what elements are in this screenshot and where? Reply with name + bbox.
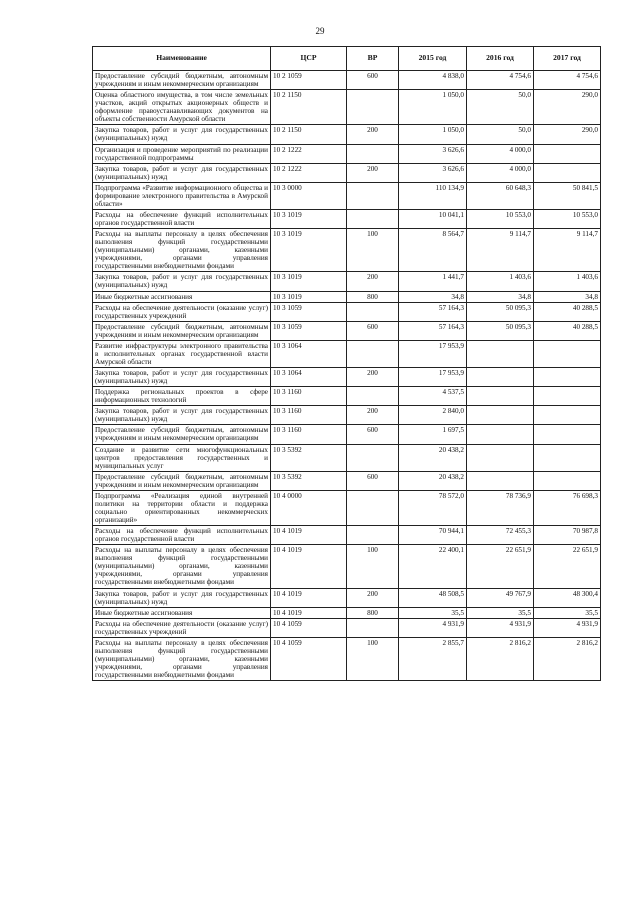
table-row: [93, 387, 601, 406]
row-name: Предоставление субсидий бюджетным, автономным учреждениям и иным некоммерческим организациям: [93, 425, 271, 444]
table-row: [93, 291, 601, 302]
table-row: [93, 209, 601, 228]
row-value-2016: 9 114,7: [467, 229, 534, 272]
row-csr: 10 4 1019: [271, 588, 347, 607]
row-name: Поддержка региональных проектов в сфере информационных технологий: [93, 387, 271, 406]
table-row: [93, 637, 601, 680]
row-value-2017: [534, 144, 601, 163]
table-row: [93, 368, 601, 387]
row-value-2015: 2 855,7: [399, 637, 467, 680]
row-csr: 10 3 1064: [271, 340, 347, 367]
row-vr: 200: [347, 163, 399, 182]
row-value-2016: [467, 387, 534, 406]
row-vr: 800: [347, 607, 399, 618]
row-name: Закупка товаров, работ и услуг для государственных (муниципальных) нужд: [93, 272, 271, 291]
row-csr: 10 2 1150: [271, 125, 347, 144]
row-vr: [347, 490, 399, 525]
row-csr: 10 4 1019: [271, 607, 347, 618]
table-row: [93, 90, 601, 125]
row-value-2015: 17 953,9: [399, 368, 467, 387]
row-csr: 10 3 1019: [271, 229, 347, 272]
table-row: [93, 545, 601, 588]
table-row: [93, 163, 601, 182]
table-row: [93, 144, 601, 163]
table-row: [93, 618, 601, 637]
row-csr: 10 2 1059: [271, 71, 347, 90]
row-name: Создание и развитие сети многофункциональных центров предоставления государственных и муниципальных услуг: [93, 444, 271, 471]
row-vr: 800: [347, 291, 399, 302]
row-value-2015: 57 164,3: [399, 321, 467, 340]
table-row: [93, 182, 601, 209]
row-csr: 10 3 1019: [271, 272, 347, 291]
row-name: Расходы на выплаты персоналу в целях обеспечения выполнения функций государственными (муниципальными) органами, казенными учреждениями, органами управления государственными внебюджетными фондами: [93, 637, 271, 680]
table-row: [93, 526, 601, 545]
row-value-2016: 22 651,9: [467, 545, 534, 588]
row-value-2017: 22 651,9: [534, 545, 601, 588]
row-value-2017: 40 288,5: [534, 302, 601, 321]
row-value-2015: 34,8: [399, 291, 467, 302]
row-name: Подпрограмма «Развитие информационного общества и формирование электронного правительства в Амурской области»: [93, 182, 271, 209]
row-value-2015: 10 041,1: [399, 209, 467, 228]
table-row: [93, 471, 601, 490]
row-value-2015: 1 050,0: [399, 90, 467, 125]
row-value-2016: 49 767,9: [467, 588, 534, 607]
row-value-2016: 50 095,3: [467, 321, 534, 340]
table-row: [93, 406, 601, 425]
row-value-2016: [467, 444, 534, 471]
row-csr: 10 4 0000: [271, 490, 347, 525]
row-name: Расходы на обеспечение деятельности (оказание услуг) государственных учреждений: [93, 302, 271, 321]
row-value-2017: [534, 406, 601, 425]
row-vr: [347, 144, 399, 163]
row-value-2016: [467, 368, 534, 387]
row-value-2017: 2 816,2: [534, 637, 601, 680]
row-csr: 10 4 1059: [271, 618, 347, 637]
row-vr: [347, 444, 399, 471]
row-vr: [347, 209, 399, 228]
row-vr: 200: [347, 272, 399, 291]
row-name: Закупка товаров, работ и услуг для государственных (муниципальных) нужд: [93, 163, 271, 182]
row-name: Расходы на выплаты персоналу в целях обеспечения выполнения функций государственными (муниципальными) органами, казенными учреждениями, органами управления государственными внебюджетными фондами: [93, 545, 271, 588]
row-value-2017: 10 553,0: [534, 209, 601, 228]
row-value-2017: 1 403,6: [534, 272, 601, 291]
row-value-2017: 48 300,4: [534, 588, 601, 607]
row-vr: [347, 340, 399, 367]
row-csr: 10 4 1019: [271, 545, 347, 588]
row-value-2016: [467, 425, 534, 444]
row-name: Закупка товаров, работ и услуг для государственных (муниципальных) нужд: [93, 406, 271, 425]
row-value-2017: [534, 340, 601, 367]
row-value-2017: 50 841,5: [534, 182, 601, 209]
row-value-2015: 22 400,1: [399, 545, 467, 588]
row-value-2015: 3 626,6: [399, 163, 467, 182]
row-csr: 10 3 1019: [271, 209, 347, 228]
row-value-2016: 10 553,0: [467, 209, 534, 228]
row-vr: 600: [347, 425, 399, 444]
row-value-2016: 4 000,0: [467, 144, 534, 163]
row-name: Закупка товаров, работ и услуг для государственных (муниципальных) нужд: [93, 368, 271, 387]
row-value-2015: 4 838,0: [399, 71, 467, 90]
row-vr: 100: [347, 229, 399, 272]
header-csr: ЦСР: [271, 47, 347, 71]
table-row: [93, 71, 601, 90]
row-value-2017: 9 114,7: [534, 229, 601, 272]
row-value-2015: 57 164,3: [399, 302, 467, 321]
header-vr: ВР: [347, 47, 399, 71]
row-csr: 10 3 1160: [271, 387, 347, 406]
row-value-2015: 20 438,2: [399, 471, 467, 490]
row-value-2017: 34,8: [534, 291, 601, 302]
row-value-2016: 78 736,9: [467, 490, 534, 525]
row-vr: 200: [347, 588, 399, 607]
row-value-2016: [467, 471, 534, 490]
row-vr: [347, 90, 399, 125]
row-value-2017: [534, 425, 601, 444]
row-value-2016: 50,0: [467, 90, 534, 125]
row-csr: 10 3 0000: [271, 182, 347, 209]
row-name: Подпрограмма «Реализация единой внутренней политики на территории области и поддержка социально ориентированных некоммерческих организаций»: [93, 490, 271, 525]
row-csr: 10 3 1059: [271, 302, 347, 321]
row-value-2017: [534, 387, 601, 406]
row-csr: 10 3 1160: [271, 425, 347, 444]
row-value-2016: 2 816,2: [467, 637, 534, 680]
row-value-2017: 76 698,3: [534, 490, 601, 525]
row-name: Расходы на обеспечение деятельности (оказание услуг) государственных учреждений: [93, 618, 271, 637]
table-row: [93, 125, 601, 144]
row-name: Организация и проведение мероприятий по реализации государственной подпрограммы: [93, 144, 271, 163]
row-value-2015: 70 944,1: [399, 526, 467, 545]
row-vr: [347, 387, 399, 406]
row-value-2015: 35,5: [399, 607, 467, 618]
row-value-2015: 4 537,5: [399, 387, 467, 406]
budget-table: [92, 46, 601, 681]
row-csr: 10 2 1150: [271, 90, 347, 125]
row-value-2016: 50,0: [467, 125, 534, 144]
header-2017: 2017 год: [534, 47, 601, 71]
table-row: [93, 272, 601, 291]
row-vr: 600: [347, 321, 399, 340]
row-vr: [347, 618, 399, 637]
row-value-2017: [534, 471, 601, 490]
row-name: Расходы на обеспечение функций исполнительных органов государственной власти: [93, 526, 271, 545]
row-vr: 100: [347, 637, 399, 680]
table-row: [93, 229, 601, 272]
row-csr: 10 3 1019: [271, 291, 347, 302]
header-2016: 2016 год: [467, 47, 534, 71]
row-value-2015: 2 840,0: [399, 406, 467, 425]
row-value-2016: 34,8: [467, 291, 534, 302]
table-row: [93, 321, 601, 340]
row-value-2016: [467, 406, 534, 425]
row-csr: 10 4 1019: [271, 526, 347, 545]
table-header-row: [93, 47, 601, 71]
row-value-2015: 78 572,0: [399, 490, 467, 525]
row-name: Расходы на выплаты персоналу в целях обеспечения выполнения функций государственными (муниципальными) органами, казенными учреждениями, органами управления государственными внебюджетными фондами: [93, 229, 271, 272]
row-name: Оценка областного имущества, в том числе земельных участков, акций открытых акционерных обществ и оформление правоустанавливающих документов на объекты собственности Амурской области: [93, 90, 271, 125]
row-name: Иные бюджетные ассигнования: [93, 291, 271, 302]
row-csr: 10 2 1222: [271, 144, 347, 163]
header-name: Наименование: [93, 47, 271, 71]
table-row: [93, 607, 601, 618]
row-vr: 200: [347, 125, 399, 144]
row-name: Предоставление субсидий бюджетным, автономным учреждениям и иным некоммерческим организациям: [93, 71, 271, 90]
row-csr: 10 3 1160: [271, 406, 347, 425]
row-value-2016: 4 000,0: [467, 163, 534, 182]
row-csr: 10 3 5392: [271, 471, 347, 490]
row-vr: [347, 302, 399, 321]
row-value-2017: 70 987,8: [534, 526, 601, 545]
row-value-2017: 290,0: [534, 125, 601, 144]
row-value-2016: 1 403,6: [467, 272, 534, 291]
row-name: Иные бюджетные ассигнования: [93, 607, 271, 618]
table-row: [93, 340, 601, 367]
row-value-2015: 4 931,9: [399, 618, 467, 637]
row-vr: [347, 526, 399, 545]
row-value-2015: 1 050,0: [399, 125, 467, 144]
row-csr: 10 3 1064: [271, 368, 347, 387]
row-value-2016: 72 455,3: [467, 526, 534, 545]
row-value-2015: 17 953,9: [399, 340, 467, 367]
row-vr: [347, 182, 399, 209]
page-number: 29: [315, 26, 325, 36]
row-name: Закупка товаров, работ и услуг для государственных (муниципальных) нужд: [93, 125, 271, 144]
row-csr: 10 2 1222: [271, 163, 347, 182]
row-vr: 200: [347, 406, 399, 425]
header-2015: 2015 год: [399, 47, 467, 71]
table-row: [93, 425, 601, 444]
row-csr: 10 3 1059: [271, 321, 347, 340]
row-value-2017: 290,0: [534, 90, 601, 125]
row-value-2017: 40 288,5: [534, 321, 601, 340]
row-value-2016: 60 648,3: [467, 182, 534, 209]
row-value-2015: 20 438,2: [399, 444, 467, 471]
row-csr: 10 4 1059: [271, 637, 347, 680]
row-value-2015: 3 626,6: [399, 144, 467, 163]
table-row: [93, 490, 601, 525]
row-value-2015: 1 697,5: [399, 425, 467, 444]
row-name: Закупка товаров, работ и услуг для государственных (муниципальных) нужд: [93, 588, 271, 607]
row-value-2017: [534, 368, 601, 387]
row-name: Предоставление субсидий бюджетным, автономным учреждениям и иным некоммерческим организациям: [93, 321, 271, 340]
row-value-2017: [534, 444, 601, 471]
table-row: [93, 302, 601, 321]
row-value-2017: 4 754,6: [534, 71, 601, 90]
row-name: Развитие инфраструктуры электронного правительства в исполнительных органах государственной власти Амурской области: [93, 340, 271, 367]
row-value-2017: 35,5: [534, 607, 601, 618]
row-name: Предоставление субсидий бюджетным, автономным учреждениям и иным некоммерческим организациям: [93, 471, 271, 490]
table-row: [93, 588, 601, 607]
row-value-2015: 110 134,9: [399, 182, 467, 209]
row-vr: 200: [347, 368, 399, 387]
row-value-2015: 48 508,5: [399, 588, 467, 607]
row-vr: 100: [347, 545, 399, 588]
row-value-2015: 8 564,7: [399, 229, 467, 272]
row-value-2016: 4 931,9: [467, 618, 534, 637]
row-value-2016: [467, 340, 534, 367]
row-vr: 600: [347, 71, 399, 90]
row-csr: 10 3 5392: [271, 444, 347, 471]
row-vr: 600: [347, 471, 399, 490]
row-value-2017: 4 931,9: [534, 618, 601, 637]
row-value-2016: 35,5: [467, 607, 534, 618]
row-value-2017: [534, 163, 601, 182]
row-value-2016: 50 095,3: [467, 302, 534, 321]
row-value-2015: 1 441,7: [399, 272, 467, 291]
row-name: Расходы на обеспечение функций исполнительных органов государственной власти: [93, 209, 271, 228]
row-value-2016: 4 754,6: [467, 71, 534, 90]
table-row: [93, 444, 601, 471]
